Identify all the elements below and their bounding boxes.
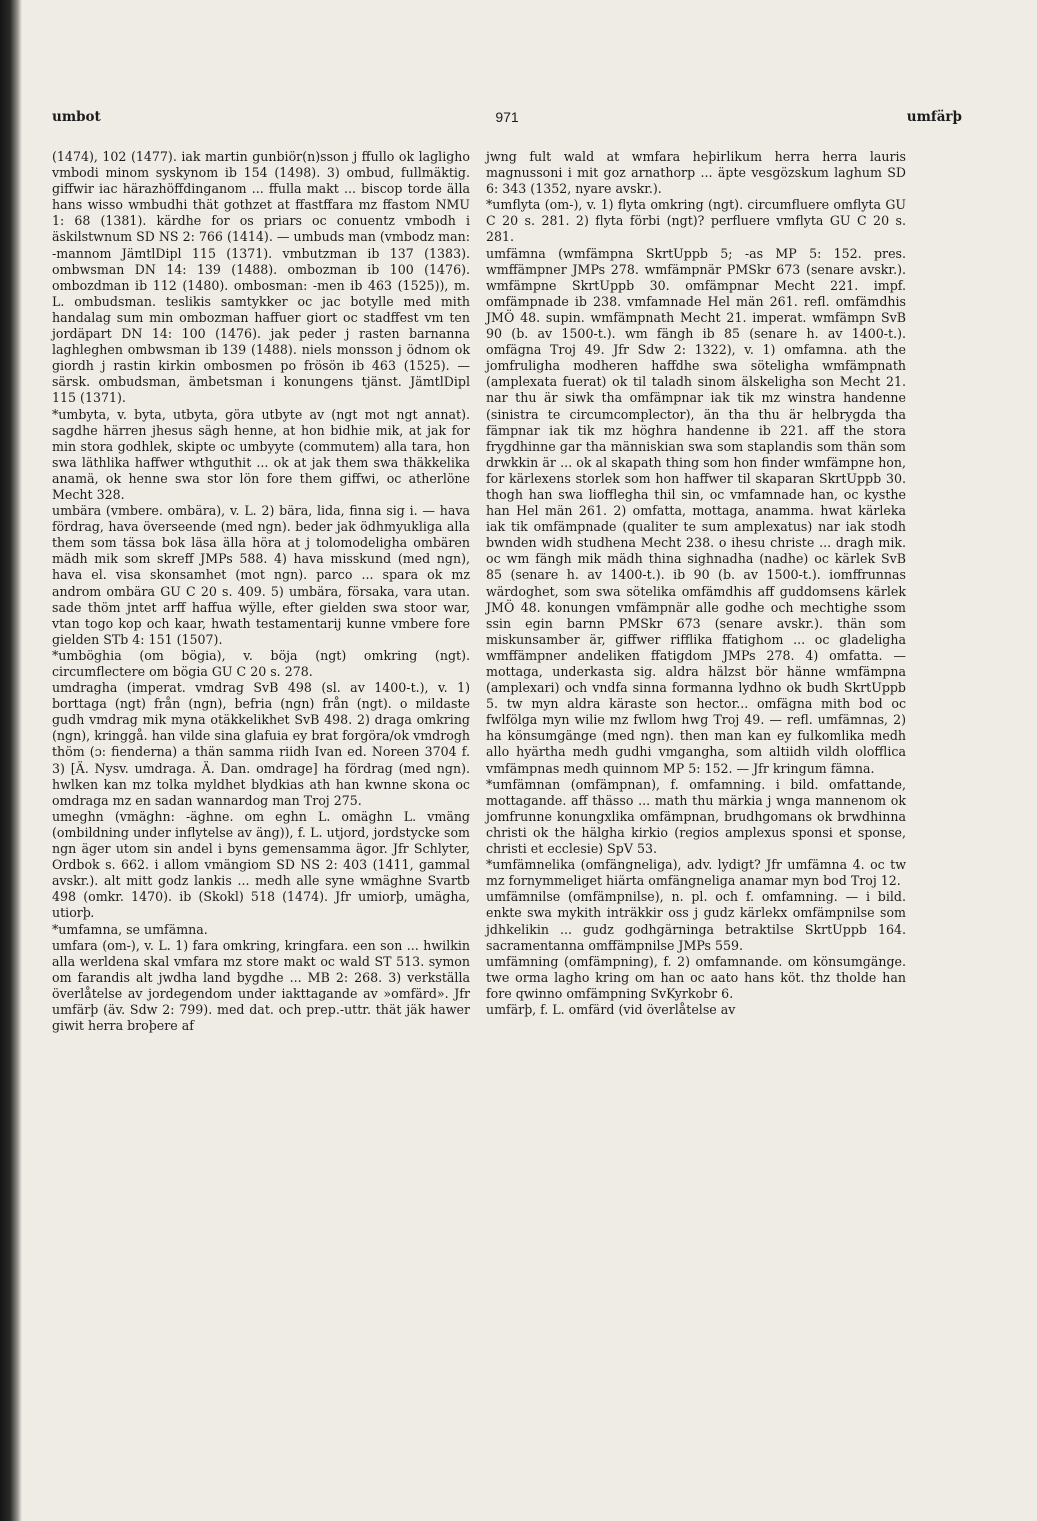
- left-column: [52, 149, 470, 1034]
- entry-paragraph: jwng fult wald at wmfara heþirlikum herra herra lauris magnussoni i mit goz arnathorp ... äpte vesgözskum laghum SD 6: 343 (1352, nyare avskr.).: [486, 149, 906, 197]
- right-column: [486, 149, 906, 1018]
- entry-paragraph: umfara (om-), v. L. 1) fara omkring, kringfara. een son ... hwilkin alla werldena skal vmfara mz store makt oc wald ST 513. symon om farandis alt jwdha land bygdhe ... MB 2: 268. 3) verkställa överlåtelse av jordegendom under iakttagande av »omfärd». Jfr umfärþ (äv. Sdw 2: 799). med dat. och prep.-uttr. thät jäk hawer giwit herra broþere af: [52, 937, 470, 1034]
- entry-paragraph: umdragha (imperat. vmdrag SvB 498 (sl. av 1400-t.), v. 1) borttaga (ngt) från (ngn), befria (ngn) från (ngt). o mildaste gudh vmdrag mik myna otäkkelikhet SvB 498. 2) draga omkring (ngn), kringgå. han vilde sina glafuia ey brat forgöra/ok vmdrogh thöm (ɔ: fienderna) a thän samma riidh Ivan ed. Noreen 3704 f. 3) [Ä. Nysv. umdraga. Ä. Dan. omdrage] ha fördrag (med ngn). hwlken kan mz tolka myldhet blydkias ath han kwnne skona oc omdraga mz en sadan wannardog man Troj 275.: [52, 680, 470, 808]
- entry-paragraph: umbära (vmbere. ombära), v. L. 2) bära, lida, finna sig i. — hava fördrag, hava överseende (med ngn). beder jak ödhmyukliga alla them som tässa bok läsa älla höra at j tolomodeligha ombären mädh mik som skreff JMPs 588. 4) hava misskund (med ngn), hava el. visa skonsamhet (mot ngn). parco ... spara ok mz androm ombära GU C 20 s. 409. 5) umbära, försaka, vara utan. sade thöm jntet arff haffua wÿlle, efter gielden swa stoor war, vtan togo kop och kaar, hwath testamentarij kunne vmbere fore gielden STb 4: 151 (1507).: [52, 503, 470, 647]
- entry-paragraph: *umfämnan (omfämpnan), f. omfamning. i bild. omfattande, mottagande. aff thässo ... math thu märkia j wnga mannenom ok jomfrunne konungxlika omfämpnan, brudhgomans ok brwdhinna christi ok the hälgha kirkio (regios amplexus sponsi et sponse, christi et ecclesie) SpV 53.: [486, 776, 906, 857]
- entry-paragraph: *umfamna, se umfämna.: [52, 921, 208, 937]
- entry-paragraph: *umflyta (om-), v. 1) flyta omkring (ngt). circumfluere omflyta GU C 20 s. 281. 2) flyta förbi (ngt)? perfluere vmflyta GU C 20 s. 281.: [486, 197, 906, 245]
- entry-paragraph: *umbyta, v. byta, utbyta, göra utbyte av (ngt mot ngt annat). sagdhe härren jhesus sägh henne, at hon bidhie mik, at jak for min stora godhlek, skipte oc umbyyte (commutem) alla tara, hon swa läthlika haffwer wthguthit ... ok at jak them swa thäkkelika anamä, ok henne swa stor lön fore them giffwi, oc atherlöne Mecht 328.: [52, 406, 470, 502]
- entry-paragraph: (1474), 102 (1477). iak martin gunbiör(n)sson j ffullo ok lagligho vmbodi minom syskynom ib 154 (1498). 3) ombud, fullmäktig. giffwir iac härazhöffdinganom ... ffulla makt ... biscop torde älla hans wisso wmbudhi thät gothzet at ffastffara mz ffastom NMU 1: 68 (1381). kärdhe for os priars oc conuentz vmbodh i äskilstwnum SD NS 2: 766 (1414). — umbuds man (vmbodz man: -mannom JämtlDipl 115 (1371). vmbutzman ib 137 (1383). ombwsman DN 14: 139 (1488). ombozman ib 100 (1476). ombozdman ib 112 (1480). ombosman: -men ib 463 (1525)), m. L. ombudsman. teslikis samtykker oc jac botylle med mith handalag sum min ombozman haffuer giort oc stadffest vm ten jordäpart DN 14: 100 (1476). jak peder j rasten barnanna laghleghen ombwsman ib 139 (1488). niels monsson j ödnom ok giordh j rastin kirkin ombosmen po frösön ib 463 (1525). — särsk. ombudsman, ämbetsman i konungens tjänst. JämtlDipl 115 (1371).: [52, 149, 470, 406]
- entry-paragraph: umfärþ, f. L. omfärd (vid överlåtelse av: [486, 1001, 736, 1017]
- page-number: 971: [495, 109, 519, 125]
- entry-paragraph: *umböghia (om bögia), v. böja (ngt) omkring (ngt). circumflectere om bögia GU C 20 s. 278.: [52, 647, 470, 679]
- header-last-word: umfärþ: [906, 109, 962, 125]
- scan-binding-shadow: [0, 0, 22, 1521]
- dictionary-page: [52, 95, 962, 1490]
- entry-paragraph: *umfämnelika (omfängneliga), adv. lydigt? Jfr umfämna 4. oc tw mz fornymmeliget hiärta omfängneliga anamar myn bod Troj 12.: [486, 857, 906, 889]
- entry-paragraph: umeghn (vmäghn: -äghne. om eghn L. omäghn L. vmäng (ombildning under inflytelse av äng)), f. L. utjord, jordstycke som ngn äger utom sin andel i byns gemensamma ägor. Jfr Schlyter, Ordbok s. 662. i allom vmängiom SD NS 2: 403 (1411, gammal avskr.). alt mitt godz lankis ... medh alle syne wmäghne Svartb 498 (omkr. 1470). ib (Skokl) 518 (1474). Jfr umiorþ, umägha, utiorþ.: [52, 808, 470, 921]
- header-first-word: umbot: [52, 109, 101, 125]
- entry-paragraph: umfämnilse (omfämpnilse), n. pl. och f. omfamning. — i bild. enkte swa mykith inträkkir oss j gudz kärlekx omfämpnilse som jdhkelikin ... gudz godhgärninga betraktilse SkrtUppb 164. sacramentanna omffämpnilse JMPs 559.: [486, 889, 906, 953]
- entry-paragraph: umfämna (wmfämpna SkrtUppb 5; -as MP 5: 152. pres. wmffämpner JMPs 278. wmfämpnär PMSkr 673 (senare avskr.). wmfämpne SkrtUppb 30. omfämpnar Mecht 221. impf. omfämpnade ib 238. vmfamnade Hel män 261. refl. omfämdhis JMÖ 48. supin. wmfämpnath Mecht 21. imperat. wmfämpn SvB 90 (b. av 1500-t.). wm fängh ib 85 (senare h. av 1400-t.). omfägna Troj 49. Jfr Sdw 2: 1322), v. 1) omfamna. ath the jomfruligha modheren haffdhe swa söteligha wmfämpnath (amplexata fuerat) ok til taladh sinom älskeligha son Mecht 21. nar thu är siwk tha omfämpnar iak tik mz winstra handenne (sinistra te circumcomplector), än tha thu är helbrygda tha fämpnar iak tik mz höghra handenne ib 221. aff the stora frygdhinne gar tha människian swa som staplandis som thän som drwkkin är ... ok al skapath thing som hon finder wmfämpne hon, for kärlexens storlek som hon haffwer til skaparan SkrtUppb 30. thogh han swa liofflegha thil sin, oc vmfamnade han, oc kysthe han Hel män 261. 2) omfatta, mottaga, anamma. hwat kärleka iak tik omfämpnade (qualiter te sum amplexatus) nar iak stodh bwnden widh studhena Mecht 238. o ihesu christe ... dragh mik. oc wm fängh mik mädh thina sighnadha (nadhe) oc kärlek SvB 85 (senare h. av 1400-t.). ib 90 (b. av 1500-t.). iomffrunnas wärdoghet, som swa sötelika omfämdhis aff guddomsens kärlek JMÖ 48. konungen vmfämpnär alle godhe och mechtighe ssom ssin egin barnn PMSkr 673 (senare avskr.). thän som miskunsamber är, giffwer rifflika ffatighom ... oc gladeligha wmffämpner andeliken ffatigdom JMPs 278. 4) omfatta. — mottaga, underkasta sig. aldra hälzst bör hänne wmfämpna (amplexari) och vndfa sinna formanna lydhno ok budh SkrtUppb 5. tw myn aldra käraste son hector... omfägna mith bod oc fwlfölga myn wilie mz fwllom hwg Troj 49. — refl. umfämnas, 2) ha könsumgänge (med ngn). then man kan ey fulkomlika medh allo hyärtha medh gudhi vmgangha, som altiidh vildh olofflica vmfämpnas medh quinnom MP 5: 152. — Jfr kringum fämna.: [486, 245, 906, 776]
- entry-paragraph: umfämning (omfämpning), f. 2) omfamnande. om könsumgänge. twe orma lagho kring om han oc aato hans köt. thz tholde han fore qwinno omfämpning SvKyrkobr 6.: [486, 953, 906, 1001]
- running-header: [52, 109, 962, 131]
